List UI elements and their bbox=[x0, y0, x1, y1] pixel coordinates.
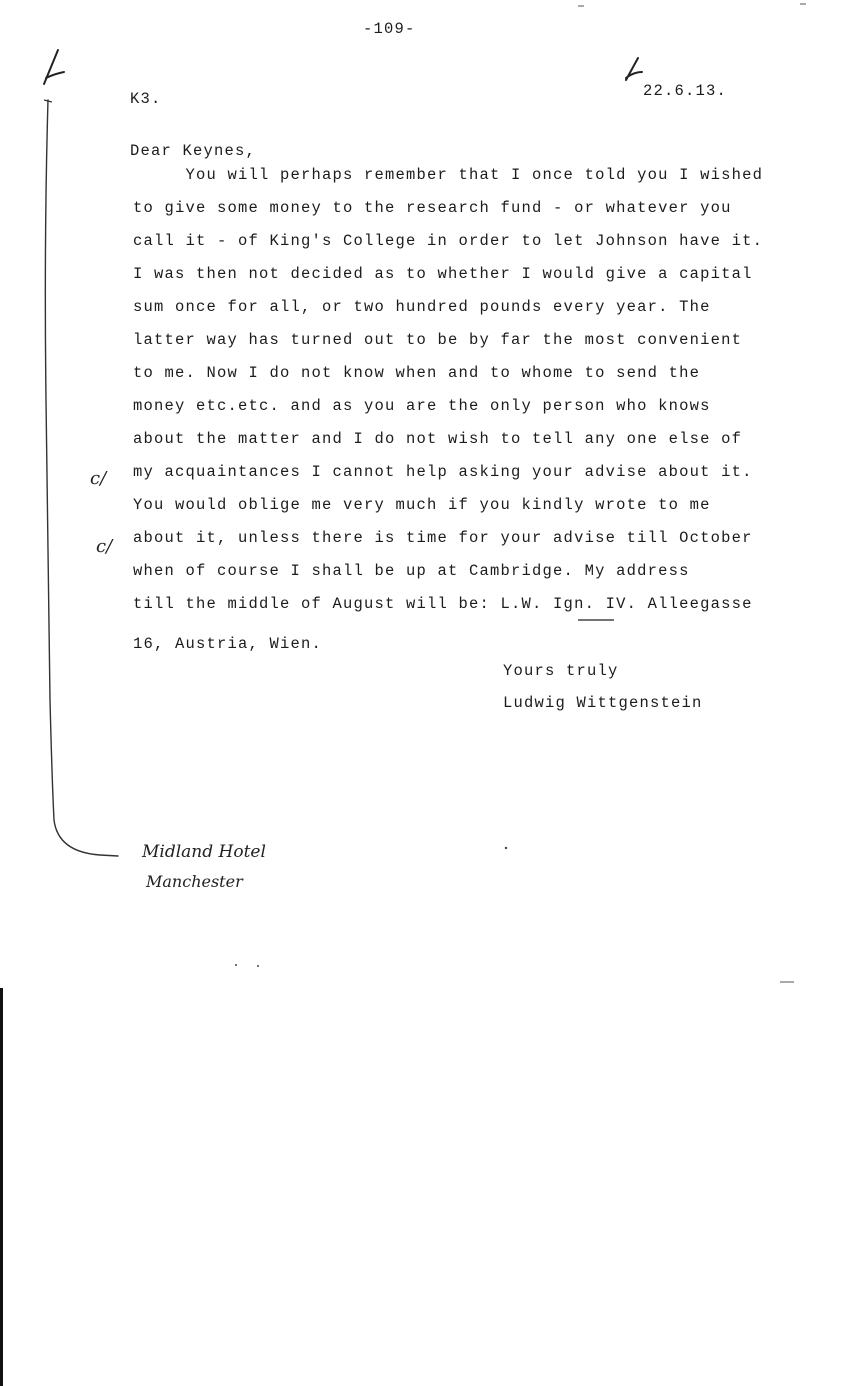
margin-bracket-top bbox=[44, 100, 52, 102]
margin-bracket-line bbox=[45, 100, 118, 856]
salutation: Dear Keynes, bbox=[130, 142, 257, 160]
body-line: call it - of King's College in order to let Johnson have it. bbox=[133, 232, 764, 250]
margin-correction-mark: c/ bbox=[96, 536, 113, 557]
speck bbox=[505, 847, 507, 849]
page-number: -109- bbox=[363, 20, 416, 38]
body-line: You would oblige me very much if you kindly wrote to me bbox=[133, 496, 711, 514]
body-line: to me. Now I do not know when and to whome to send the bbox=[133, 364, 701, 382]
body-line: when of course I shall be up at Cambridge. My address bbox=[133, 562, 690, 580]
speck bbox=[257, 965, 259, 967]
reference-code: K3. bbox=[130, 90, 162, 108]
body-line: 16, Austria, Wien. bbox=[133, 635, 323, 653]
corner-tick-mark-left bbox=[44, 50, 64, 84]
body-line: money etc.etc. and as you are the only person who knows bbox=[133, 397, 711, 415]
handwritten-address-line-1: Midland Hotel bbox=[142, 842, 266, 862]
body-line: sum once for all, or two hundred pounds every year. The bbox=[133, 298, 711, 316]
body-line: to give some money to the research fund - or whatever you bbox=[133, 199, 732, 217]
body-line: about it, unless there is time for your advise till October bbox=[133, 529, 753, 547]
corner-tick-mark-right bbox=[626, 58, 642, 80]
closing: Yours truly bbox=[503, 662, 619, 680]
speck-line bbox=[578, 4, 806, 6]
speck bbox=[235, 964, 237, 966]
signature: Ludwig Wittgenstein bbox=[503, 694, 703, 712]
body-line: You will perhaps remember that I once told you I wished bbox=[133, 166, 764, 184]
body-line: till the middle of August will be: L.W. Ign. IV. Alleegasse bbox=[133, 595, 753, 613]
letter-date: 22.6.13. bbox=[643, 82, 728, 100]
body-line: latter way has turned out to be by far the most convenient bbox=[133, 331, 743, 349]
body-line: about the matter and I do not wish to tell any one else of bbox=[133, 430, 743, 448]
body-line: my acquaintances I cannot help asking your advise about it. bbox=[133, 463, 753, 481]
handwritten-address-line-2: Manchester bbox=[146, 872, 243, 891]
margin-correction-mark: c/ bbox=[90, 468, 107, 489]
left-edge-shadow bbox=[0, 988, 3, 1386]
body-line: I was then not decided as to whether I would give a capital bbox=[133, 265, 753, 283]
